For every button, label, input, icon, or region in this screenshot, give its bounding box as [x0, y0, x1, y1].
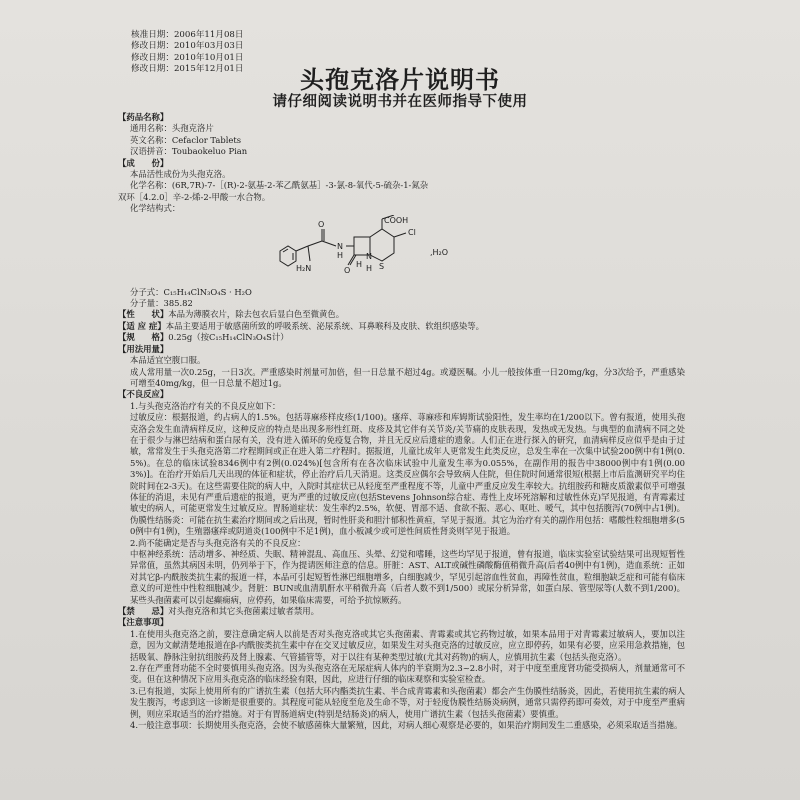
section-heading-spec: 【规 格】	[118, 332, 169, 343]
section-contraindications	[118, 606, 685, 617]
dihydrothiazine-ring	[370, 229, 394, 261]
section-heading-indications: 【适 应 症】	[118, 320, 166, 331]
structure-label-water: ,H₂O	[430, 247, 449, 257]
document-subtitle: 请仔细阅读说明书并在医师指导下使用	[272, 94, 528, 110]
section-heading-character: 【性 状】	[118, 309, 169, 320]
chemical-structure	[118, 215, 685, 287]
structure-label-cooh: COOH	[384, 215, 409, 225]
molecular-formula: 分子式：C₁₅H₁₄ClN₃O₄S · H₂O	[130, 286, 252, 297]
structure-label-o: O	[344, 265, 351, 275]
precautions-paragraph: 4.一般注意事项：长期使用头孢克洛，会使不敏感菌株大量繁殖，因此，对病人细心观察是必要的，如果治疗期间发生二重感染，必须采取适当措施。	[130, 720, 683, 731]
section-character	[118, 309, 685, 320]
contra-text: 对头孢克洛和其它头孢菌素过敏者禁用。	[168, 606, 319, 617]
dosage-text: 本品适宜空腹口服。	[130, 355, 206, 366]
precautions-paragraph: 2.存在严重肾功能不全时要慎用头孢克洛。因为头孢克洛在无尿症病人体内的半衰期为2.3~2.8小时，对于中度至重度肾功能受损病人，剂量通常可不变。但在这种情况下应用头孢克洛的临床经验有限，因此，应进行仔细的临床观察和实验室检查。	[130, 663, 685, 685]
section-heading-precautions: 【注意事项】	[118, 617, 169, 628]
section-heading-drug-name: 【药品名称】	[118, 112, 169, 122]
structure-diagram	[258, 215, 558, 287]
dosage-text: 成人常用量一次0.25g，一日3次。严重感染时剂量可加倍，但一日总量不超过4g。或遵医嘱。小儿一般按体重一日20mg/kg，分3次给予，严重感染可增至40mg/kg，但一日总量不超过1g。	[130, 366, 685, 388]
precautions-paragraph: 3.已有报道，实际上使用所有的广谱抗生素（包括大环内酯类抗生素、半合成青霉素和头孢菌素）都会产生伪膜性结肠炎，因此，若使用抗生素的病人发生腹泻，考虑到这一诊断是很重要的。其程度可能从轻度至危及生命不等，对于轻度伪膜性结肠炎病例，通常只需停药即可奏效，对于中度至严重病例，则应采取适当的治疗措施。对于有胃肠道病史(特别是结肠炎)的病人，使用广谱抗生素（包括头孢菌素）要慎重。	[130, 685, 685, 719]
precautions-paragraph: 1.在使用头孢克洛之前，要注意确定病人以前是否对头孢克洛或其它头孢菌素、青霉素或其它药物过敏，如果本品用于对青霉素过敏病人，要加以注意，因为文献清楚地报道在β-内酰胺类抗生素中存在交叉过敏反应，如果发生对头孢克洛的过敏反应，应立即停药，如果有必要，应采用急救措施，包括吸氧、静脉注射抗组胺药及肾上腺素、气管插管等，对于以往有某种类型过敏(尤其对药物)的病人，应慎用抗生素（包括头孢克洛）。	[130, 628, 685, 662]
chemical-name-cont: 双环［4.2.0］辛-2-烯-2-甲酸一水合物。	[118, 191, 271, 202]
structure-label-h: H	[337, 250, 344, 260]
adverse-paragraph: 过敏反应：根据报道，约占病人的1.5%。包括荨麻疹样皮疹(1/100)。瘙痒、荨麻疹和库姆斯试验阳性，发生率均在1/200以下。曾有报道，使用头孢克洛会发生血清病样反应，这种反应的特点是出现多形性红斑、皮疹及其它伴有关节炎/关节痛的皮肤表现，发热或无发热。与典型的血清病不同之处在于很少与淋巴结病和蛋白尿有关，没有进入循环的免疫复合物，并且无反应后遗症的遗象。人们正在进行探入的研究，血清病样反应似乎是由于过敏，常常发生于头孢克洛第二疗程期间或正在进入第二疗程时。据报道，儿童比成年人更常发生此类反应，总发生率在一次集中试验200例中有1例(0.5%)。在总的临床试验8346例中有2例(0.024%)[包含所有在各次临床试验中儿童发生率为0.055%，在副作用的报告中38000例中有1例(0.003%)]。在治疗开始后几天出现的体征和症状，停止治疗后几天消退。这类反应偶尔会导致病人住院，但住院时间通常很短(根据上市后监测研究平均住院时间在2-3天)。在这些需要住院的病人中，入院时其症状已从轻度至严重程度不等，儿童中严重反应发生率较大。抗组胺药和糖皮质激素似乎可增强体征的消退，未见有严重后遗症的报道，更为严重的过敏反应(包括Stevens Johnson综合症、毒性上皮坏死溶解和过敏性休克)罕见报道，有青霉素过敏史的病人，可能更常发生过敏反应。胃肠道症状：发生率约2.5%，软便、胃部不适、食欲不振、恶心、呕吐、嗳气，其中包括腹泻(70例中占1例)。伪膜性结肠炎：可能在抗生素治疗期间或之后出现，暂时性肝炎和胆汁郁积性黄疸，罕见于报道。其它为治疗有关的副作用包括：嗜酸性粒细胞增多(50例中有1例)，生殖器瘙痒或阴道炎(100例中不足1例)，血小板减少或可逆性间质性肾炎则罕见于报道。	[130, 412, 685, 537]
structure-label-s: S	[379, 261, 385, 271]
molecular-weight: 分子量：385.82	[130, 298, 193, 309]
spec-text: 0.25g（按C₁₅H₁₄ClN₃O₄S计）	[168, 332, 289, 343]
approval-date: 核准日期：2006年11月08日	[131, 30, 244, 40]
structure-label-o: O	[318, 219, 325, 229]
adverse-paragraph: 中枢神经系统：活动增多、神经质、失眠、精神混乱、高血压、头晕、幻觉和嗜睡，这些均罕见于报道，曾有报道，临床实验室试验结果可出现短暂性异常值，虽然其病因未明，仍列举于下，作为提请医师注意的信息。肝脏：AST、ALT或碱性磷酸酶值稍微升高(后者40例中有1例)，造血系统：正如对其它β-内酰胺类抗生素的报道一样，本品可引起短暂性淋巴细胞增多，白细胞减少，罕见引起溶血性贫血，再障性贫血，粒细胞缺乏症和可能有临床意义的可逆性中性粒细胞减少。肾脏：BUN或血清肌酐水平稍微升高（后者人数不到1/500）或尿分析异常，如蛋白尿、管型尿等(人数不到1/200)。某些头孢菌素可以引起癫痫病，应停药，如果临床需要，可给予抗惊厥药。	[130, 549, 685, 605]
section-spec	[118, 332, 685, 343]
structure-label-nh2: H₂N	[296, 263, 312, 273]
revision-date: 修改日期：2010年10月01日	[131, 52, 244, 63]
structure-label-n: N	[366, 251, 372, 261]
structure-label: 化学结构式：	[130, 203, 181, 214]
section-heading-contra: 【禁 忌】	[118, 606, 169, 617]
section-indications	[118, 321, 685, 332]
character-text: 本品为薄膜衣片，除去包衣后显白色至微黄色。	[168, 309, 345, 320]
adverse-subheading: 1.与头孢克洛治疗有关的不良反应如下：	[130, 400, 281, 411]
revision-date: 修改日期：2010年03月03日	[131, 41, 244, 52]
structure-label-h: H	[356, 259, 363, 269]
structure-label-n: N	[337, 241, 343, 251]
leaflet-body	[118, 112, 685, 732]
adverse-subheading: 2.尚不能确定是否与头孢克洛有关的不良反应：	[130, 537, 306, 548]
active-ingredient: 本品活性成份为头孢克洛。	[130, 169, 231, 180]
section-heading-composition: 【成 份】	[118, 157, 169, 168]
english-name: 英文名称：Cefaclor Tablets	[130, 134, 241, 145]
section-heading-adverse: 【不良反应】	[118, 389, 169, 400]
pinyin-name: 汉语拼音：Toubaokeluo Pian	[130, 146, 248, 157]
structure-label-h: H	[366, 263, 373, 273]
generic-name: 通用名称：头孢克洛片	[130, 123, 214, 134]
indications-text: 本品主要适用于敏感菌所致的呼吸系统、泌尿系统、耳鼻喉科及皮肤、软组织感染等。	[165, 320, 484, 331]
section-heading-dosage: 【用法用量】	[118, 343, 169, 354]
structure-label-cl: Cl	[408, 227, 416, 237]
document-title: 头孢克洛片说明书	[300, 66, 500, 94]
chemical-name: 化学名称：(6R,7R)-7-［(R)-2-氨基-2-苯乙酰氨基］-3-氯-8-氧代-5-硫杂-1-氮杂	[130, 180, 429, 191]
revision-date: 修改日期：2015年12月01日	[131, 63, 244, 74]
